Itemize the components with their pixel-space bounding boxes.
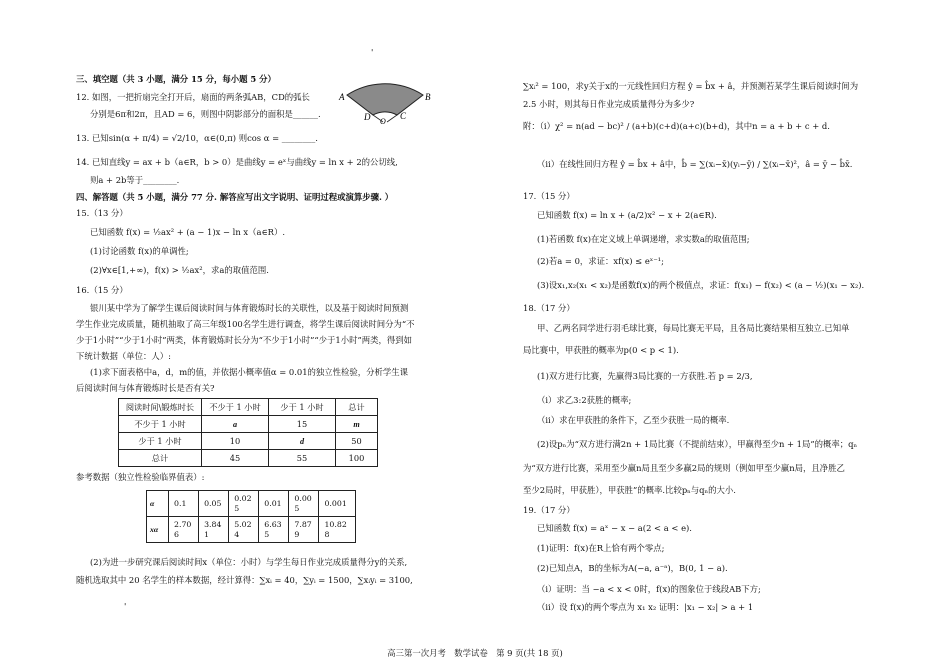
table-cell: a [202,416,269,433]
x-alpha-cell: 6.63 5 [259,517,289,543]
q16-line1: 银川某中学为了解学生课后阅读时间与体育锻炼时长的关联性，以及基于阅读时间预测 [90,303,409,313]
table-cell: 50 [336,433,378,450]
q18-line2: 局比赛中，甲获胜的概率为p(0 < p < 1). [523,345,679,355]
x-alpha-cell: 10.82 8 [319,517,356,543]
table-cell: 少于 1 小时 [119,433,202,450]
appendix-chi-square: 附：（i）χ² = n(ad − bc)² / (a+b)(c+d)(a+c)(b+d)，其中n = a + b + c + d. [523,121,830,131]
label-A: A [339,92,345,102]
q18-line8: 至少2局时，甲获胜），甲获胜”的概率.比较pₙ与qₙ的大小. [523,485,736,495]
q13-line: 13. 已知sin(α + π/4) = √2/10，α∈(0,π) 则cos α = ________. [76,133,318,143]
contingency-table [118,398,378,467]
table-cell: 10 [202,433,269,450]
appendix-regression-formula: （ii）在线性回归方程 ŷ = b̂x + â中，b̂ = ∑(xᵢ−x̄)(yᵢ−ȳ) / ∑(xᵢ−x̄)²，â = ȳ − b̂x̄. [537,159,853,169]
x-alpha-cell: 5.02 4 [229,517,259,543]
table-header-cell: 少于 1 小时 [269,399,336,416]
critical-value-table [146,490,356,543]
right-column [475,0,950,672]
q17-line2: (1)若函数 f(x)在定义域上单调递增，求实数a的取值范围; [537,234,750,244]
x-alpha-label-cell: xα [147,517,169,543]
x-alpha-cell: 3.84 1 [199,517,229,543]
label-B: B [425,92,431,102]
regression-line1: ∑xᵢ² = 100，求y关于x的一元线性回归方程 ŷ = b̂x + â，并预测若某学生课后阅读时间为 [523,81,859,91]
bottom-mark: ' [124,601,127,611]
table-cell: 总计 [119,450,202,467]
fan-right-edge [387,115,397,122]
alpha-cell: 0.00 5 [289,491,319,517]
alpha-cell: 0.1 [169,491,199,517]
table-header-cell: 不少于 1 小时 [202,399,269,416]
q18-line6: (2)设pₙ为“双方进行满2n + 1局比赛（不提前结束），甲赢得至少n + 1局”的概率；qₙ [537,439,858,449]
table-cell: 55 [269,450,336,467]
q15-heading: 15.（13 分） [76,208,128,218]
fan-shaded-area [347,84,423,115]
page-footer: 高三第一次月考 数学试卷 第 9 页(共 18 页) [387,648,563,658]
q16-line5: (1)求下面表格中a，d，m的值，并依据小概率值α = 0.01的独立性检验，分析学生课 [90,367,409,377]
q18-heading: 18.（17 分） [523,303,575,313]
q18-line4: （i）求乙3:2获胜的概率; [537,395,632,405]
alpha-cell: 0.05 [199,491,229,517]
q16-line4: 下统计数据（单位：人）: [76,351,171,361]
q19-line5: （ii）设 f(x)的两个零点为 x₁ x₂ 证明：|x₁ − x₂| > a + 1 [537,602,754,612]
section-3-heading: 三、填空题（共 3 小题，满分 15 分，每小题 5 分） [76,74,276,84]
q19-line4: （i）证明：当 −a < x < 0时，f(x)的图象位于线段AB下方; [537,584,761,594]
q14-line2: 则a + 2b等于________. [90,175,180,185]
q17-heading: 17.（15 分） [523,191,575,201]
alpha-cell: 0.001 [319,491,356,517]
q12-line1: 12. 如图，一把折扇完全打开后，扇面的两条弧AB，CD的弧长 [76,92,310,102]
table-header-cell: 阅读时间\锻炼时长 [119,399,202,416]
q19-line3: (2)已知点A，B的坐标为A(−a, a⁻ᵃ)，B(0, 1 − a). [537,563,728,573]
section-4-heading: 四、解答题（共 5 小题，满分 77 分. 解答应写出文字说明、证明过程或演算步骤. ） [76,192,394,202]
q18-line1: 甲、乙两名同学进行羽毛球比赛，每局比赛无平局，且各局比赛结果相互独立.已知单 [537,323,850,333]
q18-line5: （ii）求在甲获胜的条件下，乙至少获胜一局的概率. [537,415,730,425]
q17-line3: (2)若a = 0，求证：xf(x) ≤ eˣ⁻¹; [537,256,664,266]
q16-line8: 随机选取其中 20 名学生的样本数据，经计算得：∑xᵢ = 40，∑yᵢ = 1500，∑xᵢyᵢ = 3100, [76,575,413,585]
q19-line2: (1)证明：f(x)在R上恰有两个零点; [537,543,665,553]
q17-line4: (3)设x₁,x₂(x₁ < x₂)是函数f(x)的两个极值点，求证：f(x₁) − f(x₂) < (a − ½)(x₁ − x₂). [537,280,865,290]
label-O: O [380,117,386,124]
q16-line6: 后阅读时间与体育锻炼时长是否有关? [76,383,215,393]
q16-line7: (2)为进一步研究课后阅读时间x（单位：小时）与学生每日作业完成质量得分y的关系, [90,557,408,567]
table-cell: 不少于 1 小时 [119,416,202,433]
reference-data-label: 参考数据（独立性检验临界值表）: [76,472,205,482]
label-C: C [400,111,407,121]
q19-heading: 19.（17 分） [523,505,575,515]
q17-line1: 已知函数 f(x) = ln x + (a/2)x² − x + 2(a∈R). [537,210,717,220]
table-cell: 45 [202,450,269,467]
regression-line2: 2.5 小时，则其每日作业完成质量得分为多少? [523,99,695,109]
q15-line1: 已知函数 f(x) = ½ax² + (a − 1)x − ln x（a∈R）. [90,227,286,237]
x-alpha-cell: 2.70 6 [169,517,199,543]
table-header-cell: 总计 [336,399,378,416]
alpha-cell: 0.01 [259,491,289,517]
q19-line1: 已知函数 f(x) = aˣ − x − a(2 < a < e). [537,523,692,533]
table-cell: m [336,416,378,433]
alpha-cell: 0.02 5 [229,491,259,517]
q18-line3: (1)双方进行比赛，先赢得3局比赛的一方获胜.若 p = 2/3, [537,371,753,381]
q12-line2: 分别是6π和2π，且AD = 6，则图中阴影部分的面积是______. [90,109,321,119]
folding-fan-figure [330,68,440,124]
label-D: D [364,112,371,122]
q16-line2: 学生作业完成质量，随机抽取了高三年级100名学生进行调查，将学生课后阅读时间分为“不 [76,319,415,329]
q18-line7: 为“双方进行比赛，采用至少赢n局且至少多赢2局的规则（例如甲至少赢n局，且净胜乙 [523,463,845,473]
table-cell: d [269,433,336,450]
q15-line2: (1)讨论函数 f(x)的单调性; [90,246,189,256]
alpha-label-cell: α [147,491,169,517]
table-cell: 100 [336,450,378,467]
q15-line3: (2)∀x∈[1,+∞)，f(x) > ½ax²，求a的取值范围. [90,265,269,275]
q14-line1: 14. 已知直线y = ax + b（a∈R，b > 0）是曲线y = eˣ与曲线y = ln x + 2的公切线, [76,157,398,167]
q16-line3: 少于1小时”“少于1小时”两类，体育锻炼时长分为“不少于1小时”“少于1小时”两类，得到如 [76,335,413,345]
table-cell: 15 [269,416,336,433]
top-mark: ' [371,47,374,57]
x-alpha-cell: 7.87 9 [289,517,319,543]
q16-heading: 16.（15 分） [76,285,128,295]
